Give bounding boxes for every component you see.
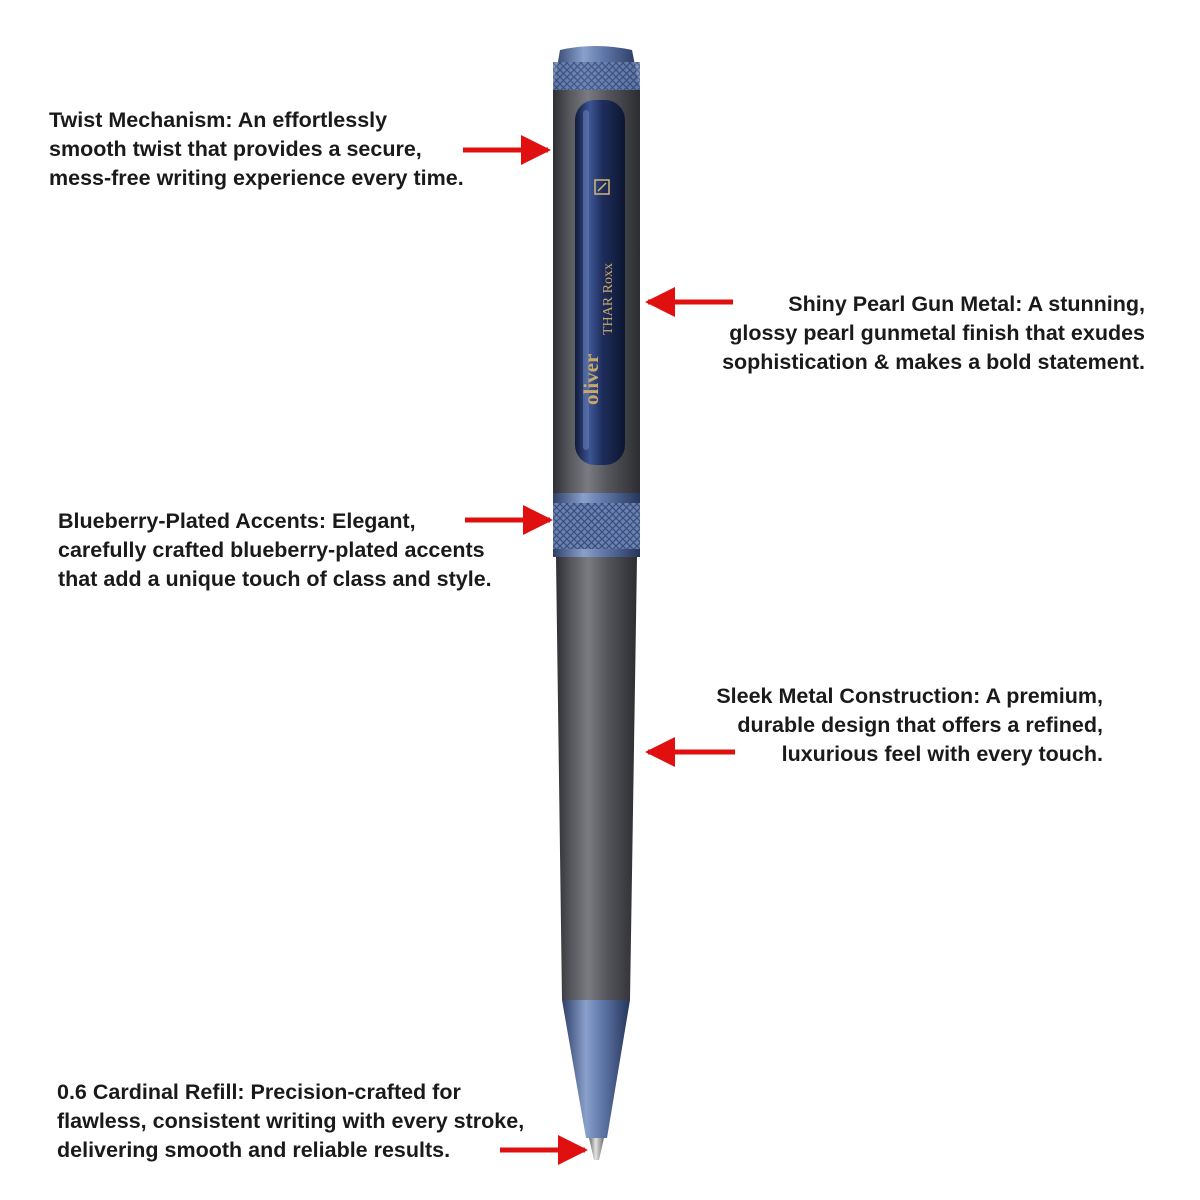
callout-line: Sleek Metal Construction: A premium, [716,684,1103,708]
callout-cardinal-refill [57,1078,524,1165]
callout-line: flawless, consistent writing with every stroke, [57,1109,525,1133]
callout-line: durable design that offers a refined, [737,713,1103,737]
callout-line: luxurious feel with every touch. [781,742,1103,766]
blue-tip-cone [562,1000,630,1138]
callout-line: delivering smooth and reliable results. [57,1138,451,1162]
brand-logo-text: oliver [579,353,603,405]
callout-sleek-metal-construction [716,682,1103,769]
callout-line: Blueberry-Plated Accents: Elegant, [58,509,416,533]
callout-line: Shiny Pearl Gun Metal: A stunning, [788,292,1145,316]
callout-line: that add a unique touch of class and style. [58,567,492,591]
pocket-clip [575,100,625,465]
callout-line: 0.6 Cardinal Refill: Precision-crafted for [57,1080,461,1104]
callout-line: carefully crafted blueberry-plated accents [58,538,485,562]
model-name-text: THAR Roxx [601,263,616,335]
callout-line: smooth twist that provides a secure, [49,137,422,161]
callout-line: glossy pearl gunmetal finish that exudes [729,321,1145,345]
callout-shiny-pearl-gun-metal [722,290,1145,377]
callout-line: sophistication & makes a bold statement. [722,350,1145,374]
callout-line: Twist Mechanism: An effortlessly [49,108,388,132]
callout-blueberry-plated-accents [58,507,492,594]
middle-knurled-ring [553,493,640,557]
lower-barrel [556,557,637,1000]
callout-line: mess-free writing experience every time. [49,166,464,190]
top-knurled-cap [553,46,640,90]
refill-tip [589,1138,604,1160]
callout-twist-mechanism [49,106,464,193]
